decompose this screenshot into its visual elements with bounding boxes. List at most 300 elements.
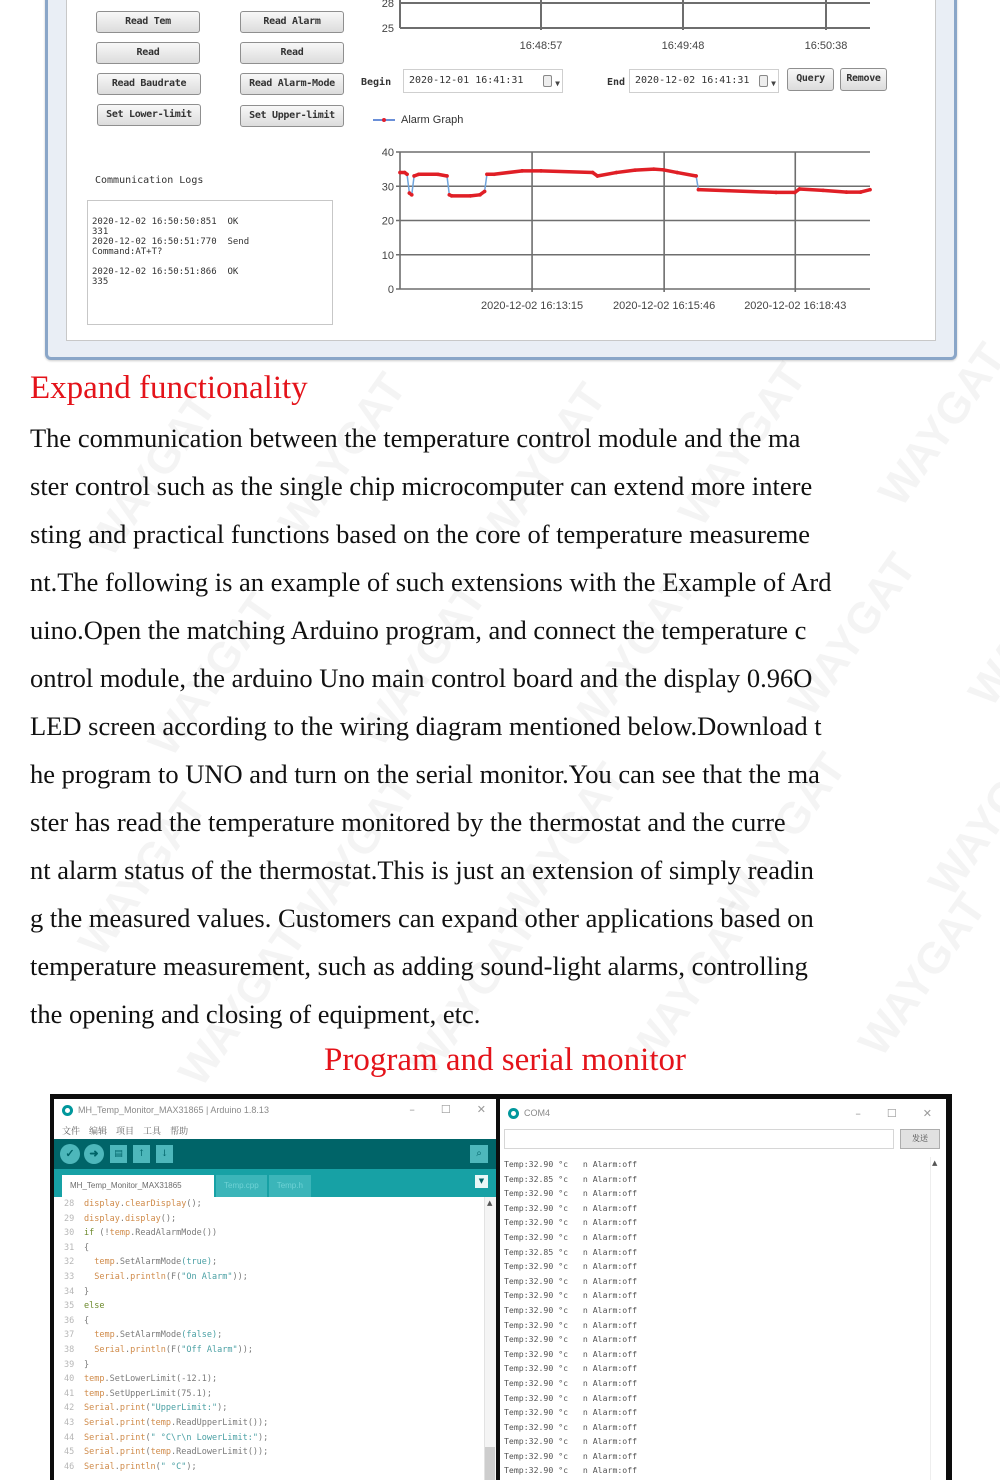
send-button[interactable]: 发送 (900, 1129, 940, 1149)
data-point (539, 169, 543, 173)
query-button[interactable]: Query (787, 68, 834, 91)
serial-send-input[interactable] (504, 1129, 894, 1149)
code-text (84, 1197, 202, 1212)
code-token: ( (155, 1461, 161, 1472)
code-line (54, 1460, 484, 1475)
x-tick-label: 16:49:48 (661, 40, 705, 52)
code-token: ( (145, 1403, 151, 1414)
code-token: Serial (84, 1403, 115, 1414)
read-alarm-mode-button[interactable]: Read Alarm-Mode (240, 73, 344, 95)
log-line: 2020-12-02 16:50:51:770 Send (92, 237, 250, 247)
realtime-temperature-chart (360, 0, 880, 60)
data-point (405, 172, 409, 176)
series-segment (800, 189, 824, 190)
serial-output-line: Temp:32.90 °c n Alarm:off (504, 1261, 638, 1272)
end-datetime-value: 2020-12-02 16:41:31 (635, 75, 750, 86)
code-token: ; (212, 1257, 218, 1268)
menu-help[interactable]: 帮助 (170, 1126, 189, 1137)
code-token: . (114, 1257, 120, 1268)
code-token: SetAlarmMode (119, 1330, 182, 1341)
code-token: . (171, 1447, 177, 1458)
ide-title: MH_Temp_Monitor_MAX31865 | Arduino 1.8.13 (78, 1105, 269, 1115)
code-line (54, 1197, 484, 1212)
serial-monitor-title: COM4 (524, 1108, 551, 1118)
code-token: SetUpperLimit(75.1); (109, 1388, 212, 1399)
serial-output-line: Temp:32.90 °c n Alarm:off (504, 1319, 638, 1330)
set-lower-limit-button[interactable]: Set Lower-limit (97, 104, 201, 126)
code-token: println (119, 1461, 156, 1472)
y-tick-label: 10 (381, 249, 394, 262)
data-point (520, 169, 524, 173)
communication-logs-label: Communication Logs (95, 175, 204, 186)
tab-temp-cpp[interactable]: Temp.cpp (216, 1175, 267, 1197)
code-token: . (171, 1417, 177, 1428)
code-token: (F( (165, 1271, 182, 1282)
code-text (84, 1241, 89, 1256)
code-text (84, 1431, 268, 1446)
data-point (410, 193, 414, 197)
paragraph-line: nt.The following is an example of such extensions with the Example of Ard (30, 567, 832, 597)
data-point (492, 172, 496, 176)
serial-output-line: Temp:32.90 °c n Alarm:off (504, 1231, 638, 1242)
log-line: 2020-12-02 16:50:50:851 OK (92, 217, 239, 227)
series-segment (447, 176, 449, 195)
window-controls (855, 1107, 932, 1120)
code-token: { (84, 1242, 90, 1253)
read-temperature-button[interactable]: Read (96, 42, 200, 64)
minimize-icon[interactable]: – (855, 1107, 861, 1120)
maximize-icon[interactable]: ☐ (440, 1103, 451, 1116)
data-point (727, 189, 731, 193)
serial-output-line: Temp:32.90 °c n Alarm:off (504, 1334, 638, 1345)
code-token: display (84, 1199, 120, 1209)
code-text (84, 1372, 217, 1387)
data-point (793, 191, 797, 195)
series-segment (597, 173, 616, 176)
code-token: ( (145, 1417, 151, 1428)
code-token: ; (217, 1330, 223, 1341)
code-text (84, 1387, 212, 1402)
data-point (694, 174, 698, 178)
code-token (84, 1272, 94, 1282)
set-upper-limit-button[interactable]: Set Upper-limit (240, 105, 344, 127)
code-token: temp (109, 1228, 131, 1239)
tab-menu-icon[interactable]: ▼ (475, 1175, 488, 1188)
code-token: . (119, 1213, 125, 1224)
y-tick-label: 28 (381, 0, 394, 10)
line-number: 32 (64, 1257, 75, 1268)
code-token: ReadLowerLimit()); (176, 1447, 269, 1458)
code-token: println (130, 1344, 166, 1355)
code-text (84, 1285, 89, 1300)
serial-output-scrollbar[interactable] (930, 1157, 940, 1480)
code-token: temp (150, 1447, 172, 1458)
end-datetime-picker[interactable] (629, 69, 779, 93)
code-line (54, 1314, 484, 1329)
code-token (84, 1330, 94, 1340)
legend-line-marker-icon (373, 119, 395, 121)
line-number: 40 (64, 1374, 75, 1385)
tab-main-sketch[interactable]: MH_Temp_Monitor_MAX31865 (62, 1175, 214, 1197)
code-token: (); (186, 1199, 202, 1209)
line-number: 28 (64, 1199, 75, 1209)
serial-output-line: Temp:32.90 °c n Alarm:off (504, 1275, 638, 1286)
data-point (412, 174, 416, 178)
code-line (54, 1358, 484, 1373)
maximize-icon[interactable]: ☐ (886, 1107, 897, 1120)
end-label: End (607, 77, 626, 88)
code-token: . (130, 1228, 136, 1239)
y-tick-label: 20 (381, 215, 394, 228)
begin-datetime-value: 2020-12-01 16:41:31 (409, 75, 524, 86)
read-baudrate-button[interactable]: Read Baudrate (97, 73, 201, 95)
line-number: 33 (64, 1271, 75, 1282)
line-number: 31 (64, 1242, 75, 1253)
code-token: . (114, 1330, 120, 1341)
data-point (450, 194, 454, 198)
code-token: . (114, 1403, 120, 1414)
log-lines (92, 217, 332, 287)
serial-output-line: Temp:32.85 °c n Alarm:off (504, 1173, 638, 1184)
data-point (798, 187, 802, 191)
y-tick-label: 30 (381, 181, 394, 194)
code-token: ReadUpperLimit()); (176, 1417, 269, 1428)
log-line: 331 (92, 227, 109, 237)
ide-menubar (54, 1121, 496, 1139)
serial-output-line: Temp:32.90 °c n Alarm:off (504, 1450, 638, 1461)
close-icon[interactable]: ✕ (476, 1103, 486, 1116)
series-segment (663, 170, 677, 173)
program-serial-monitor-heading: Program and serial monitor (323, 1042, 686, 1078)
line-number: 42 (64, 1403, 75, 1414)
code-text (84, 1212, 176, 1227)
code-line (54, 1343, 484, 1358)
x-tick-label: 2020-12-02 16:13:15 (480, 300, 584, 312)
code-token: (true) (181, 1257, 212, 1268)
code-token: temp (94, 1330, 115, 1341)
data-point (478, 193, 482, 197)
data-point (845, 190, 849, 194)
paragraph-line: uino.Open the matching Arduino program, and connect the temperature c (30, 615, 807, 645)
data-point (436, 172, 440, 176)
serial-output-line: Temp:32.90 °c n Alarm:off (504, 1348, 638, 1359)
data-point (661, 168, 665, 172)
line-number: 35 (64, 1301, 75, 1312)
log-line: Command:AT+T? (92, 247, 163, 257)
remove-button[interactable]: Remove (840, 68, 887, 91)
data-point (596, 174, 600, 178)
y-tick-label: 40 (381, 147, 394, 159)
code-token: " °C" (160, 1461, 187, 1472)
code-line (54, 1241, 484, 1256)
new-sketch-icon[interactable]: ▤ (110, 1145, 127, 1163)
arduino-logo-icon (62, 1105, 73, 1116)
code-token: )); (237, 1344, 253, 1355)
code-token: ); (186, 1461, 197, 1472)
code-token: Serial (84, 1447, 115, 1458)
code-token: print (119, 1432, 146, 1443)
scroll-up-icon[interactable]: ▲ (487, 1199, 493, 1207)
read-alarm-value-button[interactable]: Read (240, 42, 344, 64)
line-number: 29 (64, 1213, 75, 1224)
code-line (54, 1255, 484, 1270)
code-line (54, 1270, 484, 1285)
serial-output-line: Temp:32.90 °c n Alarm:off (504, 1377, 638, 1388)
data-point (398, 171, 402, 175)
code-token: ()) (201, 1228, 218, 1239)
series-segment (616, 170, 635, 172)
code-token: "On Alarm" (181, 1271, 233, 1282)
verify-icon[interactable]: ✓ (60, 1144, 80, 1164)
code-token: . (114, 1447, 120, 1458)
code-token: temp (84, 1374, 105, 1385)
log-line (92, 257, 332, 267)
series-segment (635, 169, 654, 170)
code-text (84, 1299, 104, 1314)
code-token: . (114, 1417, 120, 1428)
code-token (84, 1345, 94, 1355)
serial-output-line: Temp:32.85 °c n Alarm:off (504, 1246, 638, 1257)
code-token: SetLowerLimit(-12.1); (109, 1374, 218, 1385)
data-point (652, 167, 656, 171)
editor-scrollbar[interactable] (484, 1197, 496, 1480)
code-text (84, 1416, 268, 1431)
x-tick-label: 2020-12-02 16:18:43 (744, 300, 847, 312)
code-token: Serial (94, 1344, 125, 1355)
arduino-ide-window (54, 1099, 496, 1480)
serial-monitor-icon[interactable]: ⌕ (470, 1145, 488, 1163)
code-line (54, 1285, 484, 1300)
series-segment (698, 190, 729, 191)
menu-edit[interactable]: 编辑 (89, 1126, 108, 1137)
ide-toolbar (54, 1139, 496, 1169)
data-point (485, 172, 489, 176)
code-token: Serial (84, 1461, 115, 1472)
code-token: display (124, 1213, 161, 1224)
paragraph-line: LED screen according to the wiring diagram mentioned below.Download t (30, 711, 822, 741)
code-token: . (104, 1388, 110, 1399)
line-number: 37 (64, 1330, 75, 1341)
paragraph-line: g the measured values. Customers can expand other applications based on (30, 903, 814, 933)
code-token: Serial (84, 1417, 115, 1428)
code-token: ReadAlarmMode (135, 1228, 202, 1239)
description-paragraph (30, 418, 990, 1042)
code-token: ); (258, 1432, 269, 1443)
series-segment (412, 176, 414, 195)
code-token: } (84, 1286, 90, 1297)
code-token: )); (232, 1271, 248, 1282)
menu-sketch[interactable]: 项目 (116, 1126, 135, 1137)
line-number: 45 (64, 1447, 75, 1458)
code-text (84, 1343, 253, 1358)
dropdown-arrow-icon[interactable]: ▼ (771, 79, 776, 88)
code-token: temp (94, 1257, 115, 1268)
code-token: print (119, 1417, 146, 1428)
save-sketch-icon[interactable]: ↓ (156, 1145, 173, 1163)
line-number: 30 (64, 1228, 75, 1239)
data-point (445, 174, 449, 178)
code-text (84, 1270, 248, 1285)
code-token: . (104, 1374, 110, 1385)
paragraph-line: ontrol module, the arduino Uno main control board and the display 0.96O (30, 663, 813, 693)
code-token: (); (160, 1213, 177, 1224)
x-tick-label: 16:48:57 (519, 40, 563, 52)
serial-output[interactable] (502, 1157, 932, 1480)
log-line: 335 (92, 277, 109, 287)
paragraph-line: sting and practical functions based on the core of temperature measureme (30, 519, 810, 549)
data-point (591, 171, 595, 175)
code-text (84, 1460, 197, 1475)
legend-label: Alarm Graph (401, 114, 464, 126)
serial-output-line: Temp:32.90 °c n Alarm:off (504, 1421, 638, 1432)
scrollbar-thumb[interactable] (485, 1447, 495, 1480)
code-token: ); (217, 1403, 228, 1414)
serial-output-line: Temp:32.90 °c n Alarm:off (504, 1407, 638, 1418)
scroll-up-icon[interactable]: ▲ (932, 1159, 938, 1167)
data-point (676, 171, 680, 175)
code-token: SetAlarmMode (119, 1257, 182, 1268)
code-token: . (124, 1344, 131, 1355)
line-number: 34 (64, 1286, 75, 1297)
code-line (54, 1416, 484, 1431)
code-text (84, 1314, 89, 1329)
arduino-screenshot (50, 1094, 952, 1480)
read-alarm-button[interactable]: Read Alarm (240, 11, 344, 33)
code-text (84, 1445, 268, 1460)
serial-input-row (504, 1129, 942, 1151)
code-token: . (114, 1432, 120, 1443)
paragraph-line: The communication between the temperature control module and the ma (30, 423, 801, 453)
calendar-icon[interactable] (543, 75, 552, 87)
ide-titlebar (54, 1099, 496, 1121)
code-token: } (84, 1359, 90, 1370)
ide-tabbar (54, 1169, 496, 1197)
line-number: 39 (64, 1359, 75, 1370)
code-text (84, 1328, 222, 1343)
tab-temp-h[interactable]: Temp.h (269, 1175, 311, 1197)
code-line (54, 1387, 484, 1402)
calendar-icon[interactable] (759, 75, 768, 87)
code-token: Serial (94, 1271, 125, 1282)
code-token: clearDisplay (124, 1199, 187, 1209)
line-number: 44 (64, 1432, 75, 1443)
y-tick-label: 25 (381, 23, 394, 35)
code-token: "Off Alarm" (181, 1344, 238, 1355)
paragraph-line: the opening and closing of equipment, etc. (30, 999, 481, 1029)
serial-monitor-titlebar (500, 1099, 946, 1127)
code-text (84, 1401, 227, 1416)
code-token: ( (145, 1447, 151, 1458)
code-line (54, 1328, 484, 1343)
code-token: if (84, 1228, 95, 1239)
code-token: ( (145, 1432, 151, 1443)
code-token: temp (84, 1388, 105, 1399)
series-segment (407, 174, 409, 193)
line-number: 41 (64, 1388, 75, 1399)
series-segment (541, 171, 593, 173)
serial-output-line: Temp:32.90 °c n Alarm:off (504, 1202, 638, 1213)
code-line (54, 1299, 484, 1314)
code-token: (! (94, 1228, 110, 1239)
code-token: " °C\r\n LowerLimit:" (150, 1432, 259, 1443)
line-number: 36 (64, 1315, 75, 1326)
paragraph-line: ster has read the temperature monitored by the thermostat and the curre (30, 807, 786, 837)
menu-file[interactable]: 文件 (62, 1126, 81, 1137)
x-tick-label: 16:50:38 (804, 40, 848, 52)
code-token: print (119, 1403, 146, 1414)
series-segment (494, 171, 522, 174)
paragraph-line: temperature measurement, such as adding sound-light alarms, controlling (30, 951, 808, 981)
data-point (483, 190, 487, 194)
log-line: 2020-12-02 16:50:51:866 OK (92, 267, 239, 277)
upload-icon[interactable]: ➜ (84, 1144, 104, 1164)
data-point (697, 188, 701, 192)
data-point (774, 191, 778, 195)
minimize-icon[interactable]: – (409, 1103, 415, 1116)
paragraph-line: he program to UNO and turn on the serial monitor.You can see that the ma (30, 759, 820, 789)
code-token: println (130, 1271, 166, 1282)
line-number: 38 (64, 1344, 75, 1355)
alarm-graph-chart (360, 140, 880, 320)
arduino-logo-icon (508, 1108, 519, 1119)
code-token: (false) (181, 1330, 218, 1341)
code-editor[interactable] (54, 1197, 484, 1480)
code-token: . (114, 1461, 120, 1472)
code-token: else (84, 1301, 105, 1312)
series-segment (823, 190, 847, 192)
code-text (84, 1226, 217, 1241)
code-line (54, 1431, 484, 1446)
code-token: (F( (165, 1344, 182, 1355)
chart-legend (373, 114, 463, 126)
dropdown-arrow-icon[interactable]: ▼ (555, 79, 560, 88)
x-tick-label: 2020-12-02 16:15:46 (613, 300, 716, 312)
communication-log-textbox[interactable] (87, 200, 333, 325)
paragraph-line: ster control such as the single chip microcomputer can extend more intere (30, 471, 813, 501)
line-number: 43 (64, 1417, 75, 1428)
begin-datetime-picker[interactable] (403, 69, 563, 93)
code-text (84, 1358, 89, 1373)
serial-output-line: Temp:32.90 °c n Alarm:off (504, 1217, 638, 1228)
close-icon[interactable]: ✕ (922, 1107, 932, 1120)
window-controls (409, 1103, 486, 1116)
open-sketch-icon[interactable]: ↑ (133, 1145, 150, 1163)
code-line (54, 1372, 484, 1387)
data-point (614, 171, 618, 175)
code-token: display (84, 1213, 120, 1224)
data-point (633, 168, 637, 172)
code-token: . (124, 1271, 131, 1282)
serial-output-line: Temp:32.90 °c n Alarm:off (504, 1436, 638, 1447)
data-point (868, 188, 872, 192)
code-token: . (119, 1199, 125, 1209)
line-number: 46 (64, 1461, 75, 1472)
data-point (469, 194, 473, 198)
code-line (54, 1212, 484, 1227)
menu-tools[interactable]: 工具 (143, 1126, 162, 1137)
data-point (859, 190, 863, 194)
serial-output-line: Temp:32.90 °c n Alarm:off (504, 1304, 638, 1315)
serial-output-line: Temp:32.90 °c n Alarm:off (504, 1290, 638, 1301)
begin-label: Begin (361, 77, 392, 88)
series-segment (677, 173, 696, 176)
series-segment (729, 191, 776, 193)
read-tem-button[interactable]: Read Tem (96, 11, 200, 33)
code-token: Serial (84, 1432, 115, 1443)
code-token: print (119, 1447, 146, 1458)
data-point (417, 172, 421, 176)
serial-output-line: Temp:32.90 °c n Alarm:off (504, 1188, 638, 1199)
